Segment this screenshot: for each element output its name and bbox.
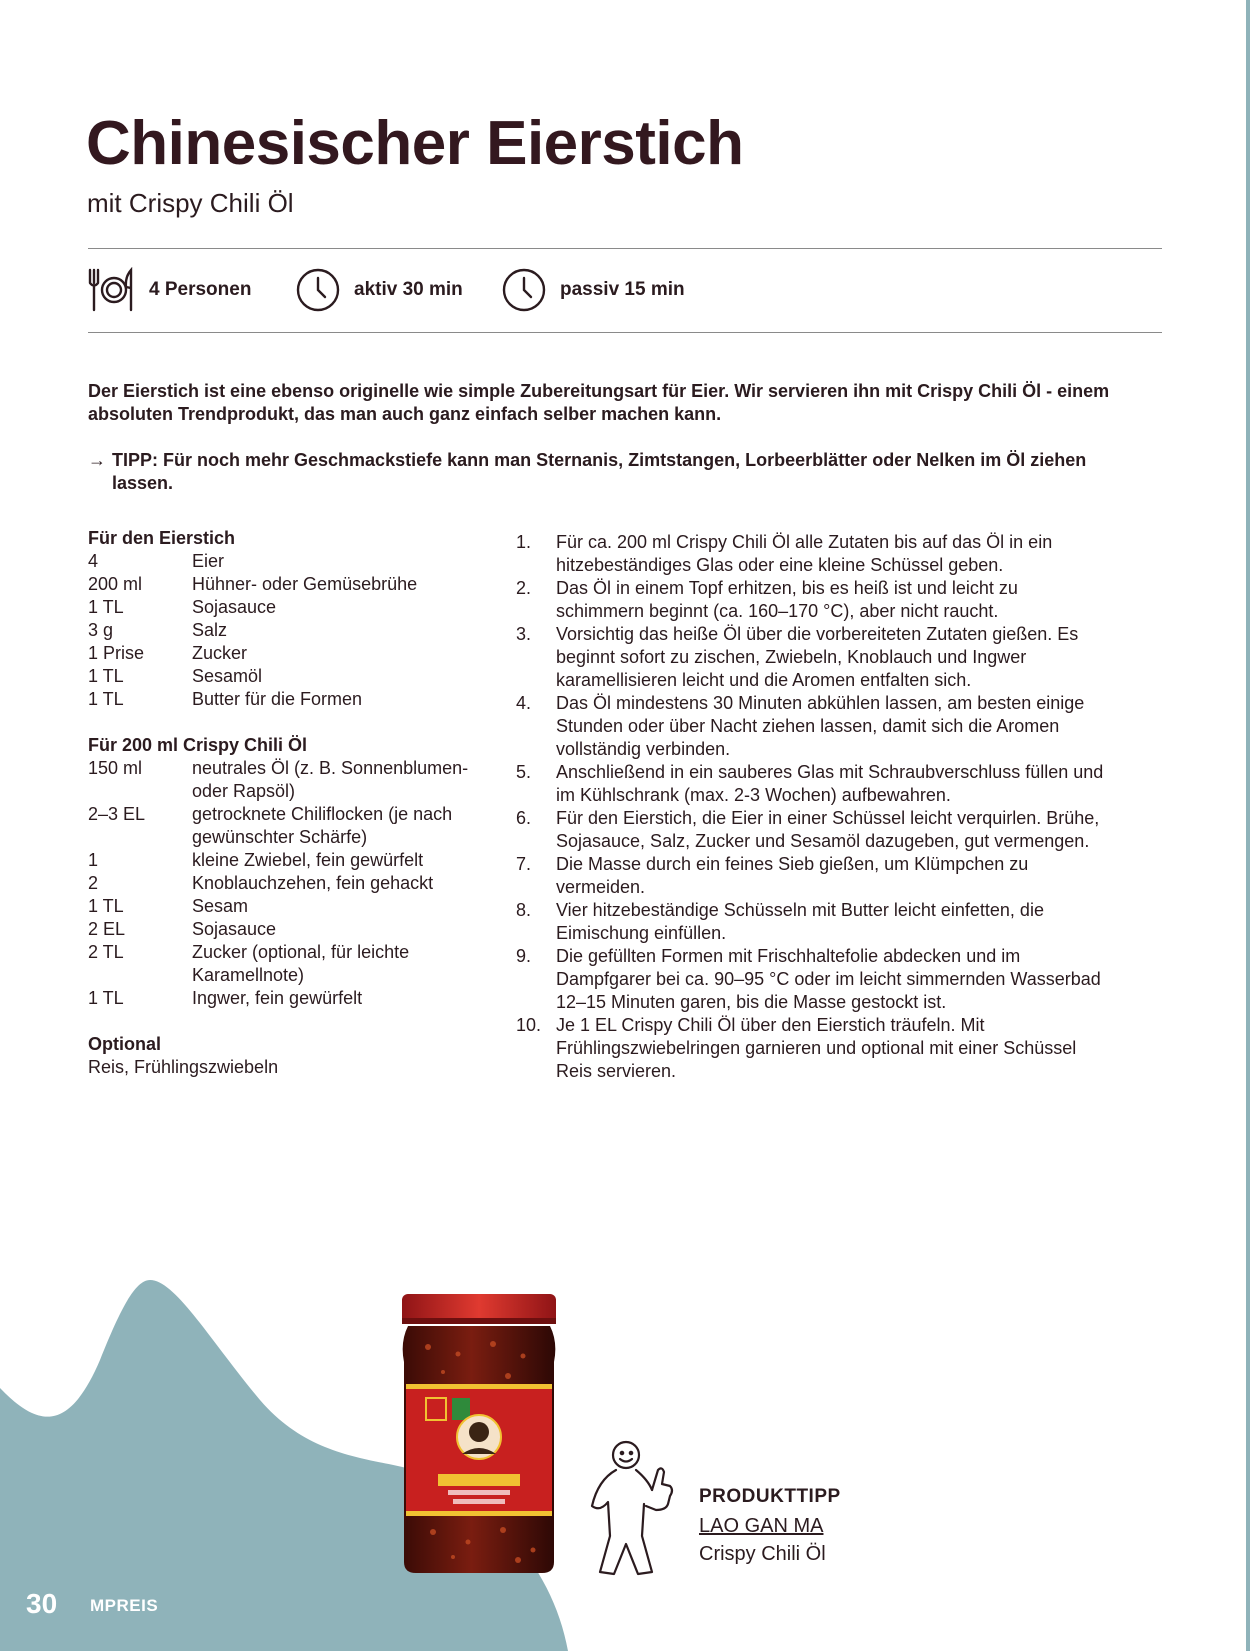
ingredients-optional	[88, 1033, 508, 1079]
plate-cutlery-icon	[87, 267, 135, 313]
ingredient-name: Sesam	[192, 896, 249, 916]
ingredient-quantity: 1 Prise	[88, 643, 145, 663]
step-number: 9.	[516, 946, 532, 966]
step-text: Anschließend in ein sauberes Glas mit Schraubverschluss füllen und im Kühlschrank (max. 2-3 Wochen) aufbewahren.	[556, 762, 1104, 805]
step-number: 1.	[516, 532, 532, 552]
ingredient-row	[88, 941, 508, 987]
step-number: 6.	[516, 808, 532, 828]
servings-label: 4 Personen	[149, 279, 252, 300]
ingredient-row	[88, 918, 508, 941]
ingredients-eierstich	[88, 527, 508, 711]
ingredient-row	[88, 849, 508, 872]
step-text: Vorsichtig das heiße Öl über die vorbereiteten Zutaten gießen. Es beginnt sofort zu zischen, Zwiebeln, Knoblauch und Ingwer karamellisieren leicht und die Aromen entfalten sich.	[556, 624, 1079, 690]
ingredient-row	[88, 596, 508, 619]
product-brand-link[interactable]: LAO GAN MA	[699, 1515, 824, 1537]
divider-top	[88, 248, 1162, 249]
step-number: 10.	[516, 1015, 542, 1035]
clock-icon	[502, 268, 546, 312]
step-item	[516, 899, 1106, 945]
ingredient-quantity: 1 TL	[88, 988, 124, 1008]
step-text: Für den Eierstich, die Eier in einer Schüssel leicht verquirlen. Brühe, Sojasauce, Salz, Zucker und Sesamöl dazugeben, gut vermengen.	[556, 808, 1100, 851]
step-item	[516, 623, 1106, 692]
step-number: 7.	[516, 854, 532, 874]
passive-time-label: passiv 15 min	[560, 279, 685, 300]
meta-servings	[87, 268, 251, 312]
ingredients-heading: Für 200 ml Crispy Chili Öl	[88, 735, 308, 755]
step-text: Je 1 EL Crispy Chili Öl über den Eierstich träufeln. Mit Frühlingszwiebelringen garnieren und optional mit einer Schüssel Reis servieren.	[556, 1015, 1077, 1081]
ingredient-row	[88, 803, 508, 849]
step-text: Für ca. 200 ml Crispy Chili Öl alle Zutaten bis auf das Öl in ein hitzebeständiges Glas oder eine kleine Schüssel geben.	[556, 532, 1053, 575]
step-item	[516, 692, 1106, 761]
step-number: 8.	[516, 900, 532, 920]
ingredient-quantity: 1 TL	[88, 896, 124, 916]
step-number: 3.	[516, 624, 532, 644]
ingredient-list	[88, 757, 508, 1010]
ingredient-quantity: 1 TL	[88, 666, 124, 686]
recipe-tip	[88, 449, 1112, 495]
ingredient-name: getrocknete Chiliflocken (je nach gewünschter Schärfe)	[192, 804, 453, 847]
ingredient-name: neutrales Öl (z. B. Sonnenblumen- oder Rapsöl)	[192, 758, 469, 801]
ingredient-row	[88, 688, 508, 711]
ingredient-row	[88, 550, 508, 573]
ingredient-quantity: 2–3 EL	[88, 804, 146, 824]
ingredient-quantity: 1	[88, 850, 99, 870]
clock-icon	[296, 268, 340, 312]
recipe-intro: Der Eierstich ist eine ebenso originelle wie simple Zubereitungsart für Eier. Wir servieren ihn mit Crispy Chili Öl - einem absoluten Trendprodukt, das man auch ganz einfach selber machen kann.	[88, 381, 1110, 424]
page-number: 30	[26, 1588, 58, 1619]
step-text: Die Masse durch ein feines Sieb gießen, um Klümpchen zu vermeiden.	[556, 854, 1029, 897]
step-item	[516, 945, 1106, 1014]
ingredient-quantity: 2 TL	[88, 942, 124, 962]
chili-oil-jar-image	[398, 1292, 560, 1575]
arrow-right-icon: →	[88, 450, 106, 470]
recipe-subtitle: mit Crispy Chili Öl	[87, 188, 294, 218]
recipe-title: Chinesischer Eierstich	[86, 109, 744, 178]
ingredient-quantity: 2 EL	[88, 919, 126, 939]
page-edge-stripe	[1246, 0, 1250, 1651]
ingredient-quantity: 3 g	[88, 620, 114, 640]
step-item	[516, 531, 1106, 577]
ingredient-name: Salz	[192, 620, 228, 640]
mascot-thumbs-up-icon	[586, 1440, 676, 1580]
step-number: 2.	[516, 578, 532, 598]
ingredient-list	[88, 550, 508, 711]
ingredient-quantity: 200 ml	[88, 574, 143, 594]
ingredient-name: Butter für die Formen	[192, 689, 363, 709]
ingredients-chili-oil	[88, 734, 508, 1010]
ingredient-name: Sojasauce	[192, 597, 277, 617]
ingredient-name: Zucker (optional, für leichte Karamellnote)	[192, 942, 410, 985]
product-name: Crispy Chili Öl	[699, 1543, 826, 1565]
active-time-label: aktiv 30 min	[354, 279, 463, 300]
ingredient-name: Hühner- oder Gemüsebrühe	[192, 574, 418, 594]
ingredient-name: Knoblauchzehen, fein gehackt	[192, 873, 434, 893]
optional-text: Reis, Frühlingszwiebeln	[88, 1057, 279, 1077]
ingredient-name: Ingwer, fein gewürfelt	[192, 988, 363, 1008]
ingredient-row	[88, 757, 508, 803]
step-text: Die gefüllten Formen mit Frischhaltefolie abdecken und im Dampfgarer bei ca. 90–95 °C oder im leicht simmernden Wasserbad 12–15 Minuten garen, bis die Masse gestockt ist.	[556, 946, 1101, 1012]
ingredient-row	[88, 619, 508, 642]
step-number: 5.	[516, 762, 532, 782]
ingredient-quantity: 1 TL	[88, 597, 124, 617]
step-item	[516, 1014, 1106, 1083]
product-tip-label: PRODUKTTIPP	[699, 1486, 841, 1507]
ingredient-row	[88, 573, 508, 596]
ingredient-name: Zucker	[192, 643, 248, 663]
step-item	[516, 577, 1106, 623]
ingredient-quantity: 150 ml	[88, 758, 143, 778]
step-number: 4.	[516, 693, 532, 713]
ingredient-name: kleine Zwiebel, fein gewürfelt	[192, 850, 424, 870]
ingredient-row	[88, 642, 508, 665]
ingredient-name: Sojasauce	[192, 919, 277, 939]
step-item	[516, 853, 1106, 899]
ingredient-name: Sesamöl	[192, 666, 263, 686]
step-item	[516, 807, 1106, 853]
step-item	[516, 761, 1106, 807]
ingredient-quantity: 4	[88, 551, 99, 571]
ingredient-row	[88, 665, 508, 688]
ingredient-row	[88, 872, 508, 895]
ingredient-quantity: 2	[88, 873, 99, 893]
step-text: Das Öl mindestens 30 Minuten abkühlen lassen, am besten einige Stunden oder über Nacht ziehen lassen, damit sich die Aromen vollständig verbinden.	[556, 693, 1085, 759]
meta-passive-time	[502, 268, 685, 312]
divider-bottom	[88, 332, 1162, 333]
brand-logo: MPREIS	[90, 1596, 159, 1615]
ingredient-quantity: 1 TL	[88, 689, 124, 709]
tip-text: TIPP: Für noch mehr Geschmackstiefe kann man Sternanis, Zimtstangen, Lorbeerblätter oder Nelken im Öl ziehen lassen.	[112, 450, 1087, 493]
step-text: Vier hitzebeständige Schüsseln mit Butter leicht einfetten, die Eimischung einfüllen.	[556, 900, 1044, 943]
ingredients-heading: Für den Eierstich	[88, 528, 236, 548]
ingredient-name: Eier	[192, 551, 225, 571]
ingredient-row	[88, 987, 508, 1010]
preparation-steps	[516, 531, 1106, 1083]
ingredient-row	[88, 895, 508, 918]
meta-active-time	[296, 268, 463, 312]
step-text: Das Öl in einem Topf erhitzen, bis es heiß ist und leicht zu schimmern beginnt (ca. 160–170 °C), aber nicht raucht.	[556, 578, 1018, 621]
ingredients-column	[88, 527, 508, 1102]
ingredients-heading: Optional	[88, 1034, 161, 1054]
